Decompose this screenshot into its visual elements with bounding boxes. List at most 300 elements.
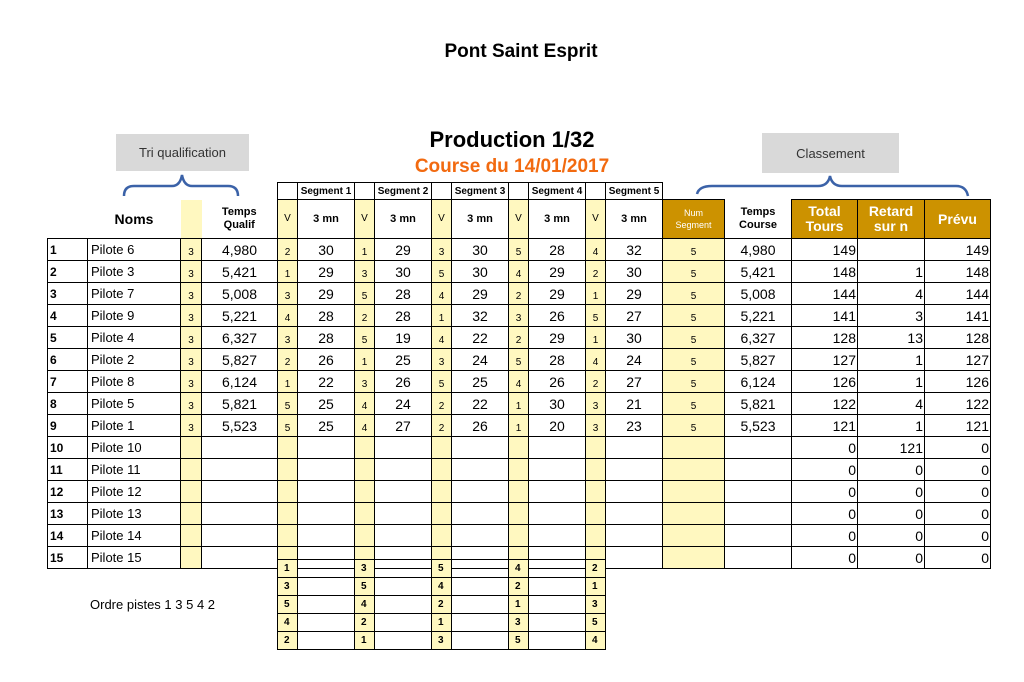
header-temps-course: Temps Course	[739, 205, 777, 231]
qualif-segment-cell: 3	[181, 371, 202, 393]
total-tours-cell: 0	[792, 459, 858, 481]
rank-cell: 9	[48, 415, 88, 437]
segment-laps-cell	[452, 481, 509, 503]
num-segment-cell	[663, 459, 725, 481]
pilot-name-cell: Pilote 15	[88, 547, 181, 569]
segment-track-cell	[355, 503, 375, 525]
ordre-empty-cell	[529, 560, 586, 578]
segment-track-cell: 5	[355, 283, 375, 305]
prevu-cell: 0	[925, 503, 991, 525]
pilot-name-cell: Pilote 12	[88, 481, 181, 503]
total-tours-cell: 128	[792, 327, 858, 349]
prevu-cell: 0	[925, 437, 991, 459]
segment-track-cell: 5	[278, 393, 298, 415]
segment-track-cell	[432, 437, 452, 459]
table-row	[48, 393, 991, 415]
rank-cell: 7	[48, 371, 88, 393]
retard-cell: 4	[858, 283, 925, 305]
segment-track-cell: 4	[278, 305, 298, 327]
retard-cell: 1	[858, 349, 925, 371]
num-segment-cell	[663, 525, 725, 547]
ordre-track-cell: 5	[432, 560, 452, 578]
segment-laps-cell	[606, 525, 663, 547]
segment-laps-cell: 25	[452, 371, 509, 393]
num-segment-cell: 5	[663, 305, 725, 327]
segment-track-cell: 1	[586, 327, 606, 349]
ordre-empty-cell	[298, 614, 355, 632]
ordre-empty-cell	[375, 596, 432, 614]
temps-course-cell: 5,821	[725, 393, 792, 415]
segment-track-cell	[278, 437, 298, 459]
ordre-track-cell: 4	[355, 596, 375, 614]
total-tours-cell: 141	[792, 305, 858, 327]
temps-course-cell	[725, 459, 792, 481]
segment-laps-cell: 29	[298, 283, 355, 305]
segment-header-table	[277, 182, 663, 200]
qualif-segment-cell: 3	[181, 415, 202, 437]
temps-qualif-cell: 5,421	[202, 261, 278, 283]
segment-laps-cell: 24	[606, 349, 663, 371]
segment-track-cell	[355, 437, 375, 459]
table-row	[278, 632, 606, 650]
table-row	[48, 239, 991, 261]
segment-track-cell	[278, 481, 298, 503]
ordre-track-cell: 3	[432, 632, 452, 650]
segment-laps-cell: 27	[606, 305, 663, 327]
tri-qualification-box: Tri qualification	[116, 134, 249, 171]
segment-laps-cell: 22	[298, 371, 355, 393]
segment-laps-cell: 25	[375, 349, 432, 371]
prevu-cell: 127	[925, 349, 991, 371]
segment-laps-cell: 26	[452, 415, 509, 437]
classement-box: Classement	[762, 133, 899, 173]
table-row	[48, 525, 991, 547]
segment-track-cell: 1	[355, 239, 375, 261]
segment-track-cell: 2	[586, 371, 606, 393]
rank-cell: 11	[48, 459, 88, 481]
segment-track-cell: 5	[509, 239, 529, 261]
ordre-pistes-label: Ordre pistes 1 3 5 4 2	[90, 597, 216, 612]
pilot-name-cell: Pilote 14	[88, 525, 181, 547]
results-body	[48, 239, 991, 569]
retard-cell: 1	[858, 415, 925, 437]
qualif-segment-cell: 3	[181, 239, 202, 261]
num-segment-cell: 5	[663, 393, 725, 415]
segment-track-cell: 4	[586, 349, 606, 371]
segment-track-cell: 2	[509, 327, 529, 349]
segment-track-cell	[509, 459, 529, 481]
segment-track-cell	[509, 525, 529, 547]
pilot-name-cell: Pilote 4	[88, 327, 181, 349]
segment-laps-cell: 30	[606, 261, 663, 283]
total-tours-cell: 126	[792, 371, 858, 393]
header-v: V	[278, 200, 298, 239]
prevu-cell: 0	[925, 459, 991, 481]
table-row	[278, 596, 606, 614]
pilot-name-cell: Pilote 8	[88, 371, 181, 393]
ordre-empty-cell	[452, 632, 509, 650]
num-segment-cell	[663, 503, 725, 525]
segment-track-cell	[509, 481, 529, 503]
ordre-track-cell: 5	[586, 614, 606, 632]
rank-cell: 4	[48, 305, 88, 327]
segment-laps-cell	[606, 503, 663, 525]
pilot-name-cell: Pilote 9	[88, 305, 181, 327]
segment-laps-cell	[375, 481, 432, 503]
prevu-cell: 122	[925, 393, 991, 415]
segment-laps-cell: 28	[375, 305, 432, 327]
segment-track-cell	[432, 525, 452, 547]
segment-track-cell: 1	[355, 349, 375, 371]
num-segment-cell: 5	[663, 415, 725, 437]
total-tours-cell: 127	[792, 349, 858, 371]
segment-laps-cell	[529, 437, 586, 459]
rank-cell: 10	[48, 437, 88, 459]
qualif-segment-cell: 3	[181, 349, 202, 371]
segment-track-cell	[432, 503, 452, 525]
ordre-track-cell: 1	[355, 632, 375, 650]
total-tours-cell: 0	[792, 525, 858, 547]
segment-laps-cell: 26	[529, 371, 586, 393]
segment-track-cell: 4	[355, 415, 375, 437]
table-row	[278, 578, 606, 596]
ordre-empty-cell	[298, 596, 355, 614]
segment-laps-cell	[452, 459, 509, 481]
num-segment-cell	[663, 481, 725, 503]
segment-laps-cell: 30	[452, 261, 509, 283]
segment-track-cell: 4	[355, 393, 375, 415]
segment-laps-cell: 26	[529, 305, 586, 327]
segment-track-cell: 5	[586, 305, 606, 327]
segment-track-cell	[586, 437, 606, 459]
ordre-empty-cell	[529, 614, 586, 632]
segment-laps-cell: 19	[375, 327, 432, 349]
segment-track-cell: 4	[586, 239, 606, 261]
temps-course-cell	[725, 547, 792, 569]
segment-track-cell: 3	[586, 415, 606, 437]
segment-laps-cell: 29	[452, 283, 509, 305]
ordre-track-cell: 1	[432, 614, 452, 632]
prevu-cell: 0	[925, 547, 991, 569]
temps-qualif-cell: 5,821	[202, 393, 278, 415]
table-row	[48, 261, 991, 283]
prevu-cell: 149	[925, 239, 991, 261]
segment-track-cell: 4	[432, 283, 452, 305]
segment-laps-cell	[375, 459, 432, 481]
num-segment-cell: 5	[663, 371, 725, 393]
table-row	[48, 283, 991, 305]
segment-track-cell: 3	[278, 283, 298, 305]
table-row	[48, 437, 991, 459]
header-total-tours: Total Tours	[792, 200, 858, 239]
temps-qualif-cell: 6,327	[202, 327, 278, 349]
ordre-track-cell: 3	[509, 614, 529, 632]
segment-track-cell	[509, 437, 529, 459]
segment-laps-cell: 30	[529, 393, 586, 415]
segment-laps-cell: 27	[375, 415, 432, 437]
segment-laps-cell	[298, 437, 355, 459]
pilot-name-cell: Pilote 5	[88, 393, 181, 415]
header-mn: 3 mn	[298, 200, 355, 239]
ordre-empty-cell	[452, 578, 509, 596]
temps-course-cell: 6,124	[725, 371, 792, 393]
prevu-cell: 141	[925, 305, 991, 327]
qualif-segment-cell	[181, 459, 202, 481]
header-mn: 3 mn	[375, 200, 432, 239]
temps-course-cell: 5,523	[725, 415, 792, 437]
ordre-empty-cell	[298, 578, 355, 596]
segment-laps-cell	[452, 437, 509, 459]
header-mn: 3 mn	[606, 200, 663, 239]
qualif-segment-cell: 3	[181, 327, 202, 349]
total-tours-cell: 0	[792, 547, 858, 569]
segment-laps-cell: 29	[529, 283, 586, 305]
segment-track-cell: 3	[586, 393, 606, 415]
ordre-empty-cell	[375, 632, 432, 650]
table-row	[48, 459, 991, 481]
segment-label: Segment 5	[606, 183, 663, 200]
retard-cell: 1	[858, 261, 925, 283]
ordre-empty-cell	[375, 578, 432, 596]
temps-course-cell	[725, 437, 792, 459]
segment-laps-cell	[298, 459, 355, 481]
ordre-track-cell: 5	[278, 596, 298, 614]
segment-laps-cell: 32	[452, 305, 509, 327]
prevu-cell: 0	[925, 525, 991, 547]
segment-laps-cell	[452, 525, 509, 547]
temps-qualif-cell	[202, 459, 278, 481]
ordre-empty-cell	[298, 632, 355, 650]
segment-track-cell	[355, 481, 375, 503]
ordre-empty-cell	[375, 614, 432, 632]
qualif-segment-cell: 3	[181, 305, 202, 327]
header-num-segment: Num Segment	[663, 200, 725, 239]
prevu-cell: 121	[925, 415, 991, 437]
ordre-track-cell: 2	[355, 614, 375, 632]
segment-laps-cell: 26	[298, 349, 355, 371]
header-row	[48, 200, 991, 239]
retard-cell: 1	[858, 371, 925, 393]
segment-track-cell: 2	[586, 261, 606, 283]
segment-track-cell: 3	[355, 261, 375, 283]
segment-laps-cell: 22	[452, 393, 509, 415]
retard-cell: 13	[858, 327, 925, 349]
segment-laps-cell: 28	[529, 349, 586, 371]
rank-cell: 5	[48, 327, 88, 349]
segment-laps-cell: 23	[606, 415, 663, 437]
segment-laps-cell: 30	[298, 239, 355, 261]
ordre-track-cell: 2	[586, 560, 606, 578]
production-title: Production 1/32	[429, 127, 595, 152]
segment-laps-cell: 28	[298, 327, 355, 349]
total-tours-cell: 148	[792, 261, 858, 283]
segment-track-cell: 3	[355, 371, 375, 393]
ordre-empty-cell	[375, 560, 432, 578]
segment-track-cell: 1	[586, 283, 606, 305]
total-tours-cell: 121	[792, 415, 858, 437]
temps-qualif-cell	[202, 547, 278, 569]
qualif-segment-cell	[181, 437, 202, 459]
temps-qualif-cell: 5,008	[202, 283, 278, 305]
temps-qualif-cell: 4,980	[202, 239, 278, 261]
segment-laps-cell	[298, 503, 355, 525]
segment-track-cell: 3	[278, 327, 298, 349]
segment-laps-cell: 32	[606, 239, 663, 261]
segment-track-cell: 1	[278, 371, 298, 393]
segment-track-cell: 3	[432, 349, 452, 371]
segment-label: Segment 4	[529, 183, 586, 200]
ordre-empty-cell	[529, 632, 586, 650]
table-row	[48, 481, 991, 503]
prevu-cell: 128	[925, 327, 991, 349]
retard-cell: 0	[858, 547, 925, 569]
segment-laps-cell: 20	[529, 415, 586, 437]
header-mn: 3 mn	[452, 200, 509, 239]
segment-track-cell: 3	[509, 305, 529, 327]
segment-laps-cell	[452, 503, 509, 525]
temps-course-cell: 4,980	[725, 239, 792, 261]
segment-laps-cell	[529, 459, 586, 481]
segment-track-cell	[432, 459, 452, 481]
rank-cell: 15	[48, 547, 88, 569]
temps-course-cell	[725, 503, 792, 525]
rank-cell: 3	[48, 283, 88, 305]
total-tours-cell: 144	[792, 283, 858, 305]
course-date: Course du 14/01/2017	[414, 156, 610, 177]
ordre-track-cell: 2	[509, 578, 529, 596]
ordre-empty-cell	[529, 596, 586, 614]
segment-label: Segment 2	[375, 183, 432, 200]
ordre-track-cell: 4	[509, 560, 529, 578]
header-prevu: Prévu	[925, 200, 991, 239]
segment-track-cell	[586, 481, 606, 503]
num-segment-cell: 5	[663, 283, 725, 305]
segment-track-cell	[278, 503, 298, 525]
segment-track-cell: 2	[432, 415, 452, 437]
retard-cell: 0	[858, 481, 925, 503]
ordre-track-cell: 4	[586, 632, 606, 650]
table-row	[48, 349, 991, 371]
rank-cell: 1	[48, 239, 88, 261]
num-segment-cell	[663, 437, 725, 459]
temps-qualif-cell	[202, 503, 278, 525]
segment-track-cell: 5	[355, 327, 375, 349]
header-temps-qualif: Temps Qualif	[221, 205, 257, 231]
segment-track-cell	[278, 459, 298, 481]
segment-laps-cell: 29	[298, 261, 355, 283]
segment-laps-cell: 24	[452, 349, 509, 371]
header-v: V	[586, 200, 606, 239]
retard-cell: 121	[858, 437, 925, 459]
table-row	[48, 415, 991, 437]
segment-laps-cell: 27	[606, 371, 663, 393]
segment-laps-cell: 26	[375, 371, 432, 393]
header-mn: 3 mn	[529, 200, 586, 239]
segment-laps-cell: 29	[375, 239, 432, 261]
retard-cell: 4	[858, 393, 925, 415]
segment-laps-cell: 28	[529, 239, 586, 261]
segment-track-cell	[586, 525, 606, 547]
total-tours-cell: 122	[792, 393, 858, 415]
segment-track-cell: 1	[509, 415, 529, 437]
header-v: V	[355, 200, 375, 239]
qualif-segment-cell: 3	[181, 261, 202, 283]
segment-laps-cell: 24	[375, 393, 432, 415]
segment-track-cell: 2	[355, 305, 375, 327]
temps-qualif-cell: 5,827	[202, 349, 278, 371]
segment-laps-cell	[375, 525, 432, 547]
pilot-name-cell: Pilote 1	[88, 415, 181, 437]
segment-laps-cell	[375, 503, 432, 525]
segment-laps-cell	[298, 481, 355, 503]
segment-track-cell: 2	[432, 393, 452, 415]
temps-course-cell	[725, 481, 792, 503]
retard-cell: 0	[858, 503, 925, 525]
segment-laps-cell: 28	[375, 283, 432, 305]
segment-track-cell: 5	[432, 261, 452, 283]
segment-track-cell	[355, 459, 375, 481]
brace-classement	[697, 176, 968, 196]
segment-laps-cell	[298, 525, 355, 547]
pilot-name-cell: Pilote 2	[88, 349, 181, 371]
segment-laps-cell: 30	[375, 261, 432, 283]
segment-laps-cell	[606, 481, 663, 503]
num-segment-cell: 5	[663, 349, 725, 371]
header-v: V	[509, 200, 529, 239]
table-row	[48, 305, 991, 327]
segment-laps-cell	[529, 525, 586, 547]
rank-cell: 8	[48, 393, 88, 415]
segment-track-cell: 4	[509, 371, 529, 393]
pilot-name-cell: Pilote 6	[88, 239, 181, 261]
segment-track-cell: 5	[509, 349, 529, 371]
pilot-name-cell: Pilote 13	[88, 503, 181, 525]
temps-qualif-cell	[202, 481, 278, 503]
retard-cell: 3	[858, 305, 925, 327]
segment-label: Segment 1	[298, 183, 355, 200]
ordre-empty-cell	[529, 578, 586, 596]
ordre-track-cell: 3	[586, 596, 606, 614]
num-segment-cell: 5	[663, 261, 725, 283]
ordre-empty-cell	[452, 596, 509, 614]
rank-cell: 13	[48, 503, 88, 525]
total-tours-cell: 0	[792, 503, 858, 525]
qualif-segment-cell	[181, 503, 202, 525]
segment-laps-cell	[375, 437, 432, 459]
ordre-track-cell: 5	[509, 632, 529, 650]
segment-label: Segment 3	[452, 183, 509, 200]
qualif-segment-cell: 3	[181, 393, 202, 415]
temps-qualif-cell: 6,124	[202, 371, 278, 393]
table-row	[48, 327, 991, 349]
segment-track-cell	[432, 481, 452, 503]
segment-track-cell: 1	[278, 261, 298, 283]
table-row	[278, 614, 606, 632]
temps-course-cell: 5,827	[725, 349, 792, 371]
segment-laps-cell	[606, 437, 663, 459]
segment-laps-cell: 21	[606, 393, 663, 415]
retard-cell: 0	[858, 459, 925, 481]
temps-qualif-cell: 5,221	[202, 305, 278, 327]
segment-laps-cell: 30	[452, 239, 509, 261]
segment-track-cell	[278, 525, 298, 547]
prevu-cell: 144	[925, 283, 991, 305]
qualif-segment-cell	[181, 481, 202, 503]
qualif-segment-cell	[181, 547, 202, 569]
rank-cell: 2	[48, 261, 88, 283]
pilot-name-cell: Pilote 11	[88, 459, 181, 481]
pilot-name-cell: Pilote 7	[88, 283, 181, 305]
